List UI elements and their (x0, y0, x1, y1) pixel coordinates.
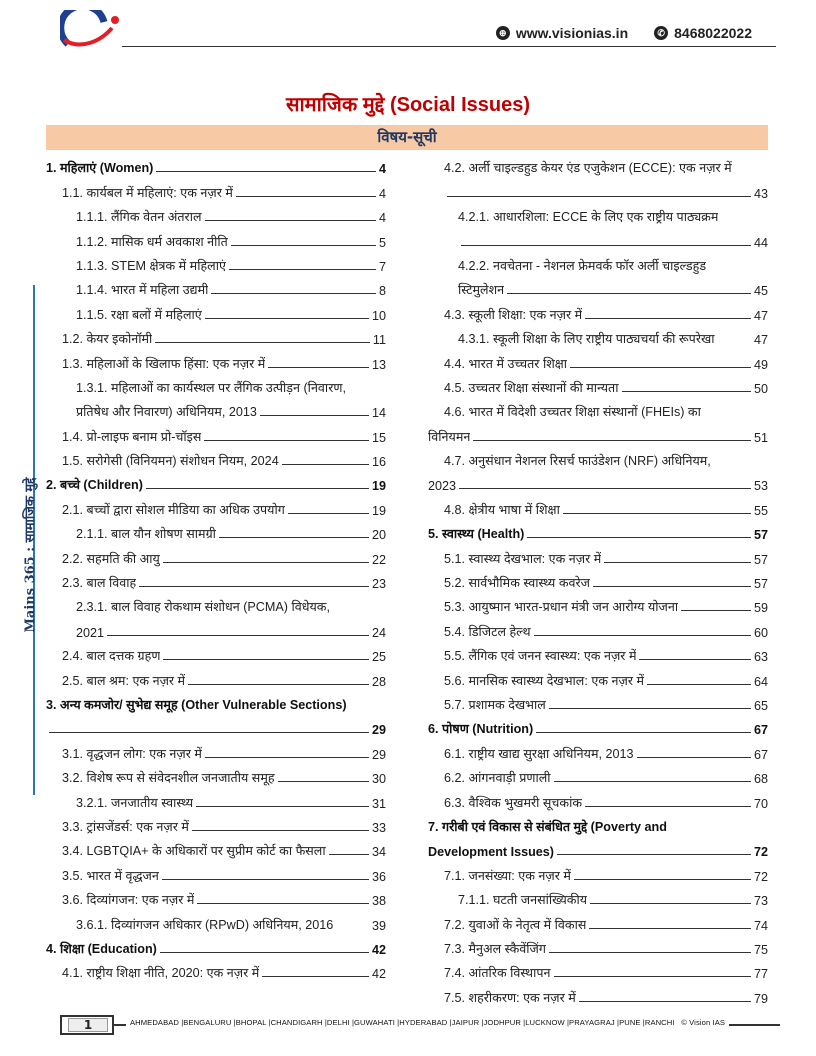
toc-entry-title: 4.2.1. आधारशिला: ECCE के लिए एक राष्ट्रीय पाठ्यक्रम (458, 210, 719, 225)
toc-entry[interactable] (428, 469, 768, 493)
toc-entry[interactable] (428, 786, 768, 810)
toc-entry[interactable] (46, 884, 386, 908)
toc-entry-title: 3.2.1. जनजातीय स्वास्थ्य (76, 795, 194, 810)
toc-page-number: 53 (753, 479, 768, 494)
toc-entry[interactable] (428, 518, 768, 542)
toc-entry[interactable] (428, 591, 768, 615)
toc-entry[interactable] (46, 859, 386, 883)
toc-entry[interactable] (46, 225, 386, 249)
toc-leader-line (197, 903, 369, 904)
toc-entry-title: 5.7. प्रशामक देखभाल (444, 697, 546, 712)
toc-entry[interactable] (46, 567, 386, 591)
toc-entry[interactable] (428, 201, 768, 225)
toc-entry-title: 5. स्वास्थ्य (Health) (428, 527, 525, 542)
toc-page-number: 67 (753, 723, 768, 738)
toc-entry-title: 1.4. प्रो-लाइफ बनाम प्रो-चॉइस (62, 429, 202, 444)
toc-page-number: 57 (753, 528, 768, 543)
toc-entry-title: 3.4. LGBTQIA+ के अधिकारों पर सुप्रीम कोर्ट का फैसला (62, 844, 326, 859)
toc-entry[interactable] (46, 298, 386, 322)
toc-entry-title: 6. पोषण (Nutrition) (428, 722, 534, 737)
toc-leader-line (282, 464, 369, 465)
toc-page-number: 7 (378, 259, 386, 274)
toc-leader-line (146, 488, 369, 489)
toc-entry[interactable] (428, 981, 768, 1005)
toc-entry[interactable] (428, 933, 768, 957)
toc-leader-line (554, 976, 751, 977)
toc-page-number: 29 (371, 723, 386, 738)
toc-entry[interactable] (46, 274, 386, 298)
toc-page-number: 31 (371, 796, 386, 811)
toc-leader-line (637, 757, 751, 758)
toc-entry[interactable] (46, 908, 386, 932)
toc-page-number: 47 (753, 308, 768, 323)
toc-leader-line (585, 318, 751, 319)
toc-entry-title: 2.2. सहमति की आयु (62, 551, 160, 566)
toc-entry-title: 1. महिलाएं (Women) (46, 161, 154, 176)
toc-leader-line (204, 440, 369, 441)
toc-entry-title: 5.6. मानसिक स्वास्थ्य देखभाल: एक नज़र में (444, 673, 644, 688)
toc-entry-title: 3.2. विशेष रूप से संवेदनशील जनजातीय समूह (62, 771, 275, 786)
toc-entry-title: 6.2. आंगनवाड़ी प्रणाली (444, 771, 551, 786)
toc-leader-line (447, 196, 751, 197)
toc-leader-line (549, 952, 751, 953)
toc-entry-title: 3.6.1. दिव्यांगजन अधिकार (RPwD) अधिनियम, 2016 (76, 917, 334, 932)
toc-page-number: 57 (753, 552, 768, 567)
toc-leader-line (156, 171, 376, 172)
toc-entry[interactable] (428, 445, 768, 469)
toc-page-number: 13 (371, 357, 386, 372)
toc-page-number: 50 (753, 381, 768, 396)
toc-entry[interactable] (428, 640, 768, 664)
toc-entry-title: 3.1. वृद्धजन लोग: एक नज़र में (62, 746, 202, 761)
toc-entry[interactable] (428, 274, 768, 298)
toc-entry-title: 1.3.1. महिलाओं का कार्यस्थल पर लैंगिक उत्पीड़न (निवारण, (76, 380, 346, 395)
toc-page-number: 10 (371, 308, 386, 323)
copyright: © Vision IAS (681, 1018, 726, 1027)
toc-leader-line (534, 635, 751, 636)
toc-entry[interactable] (428, 152, 768, 176)
toc-entry-title: 6.3. वैश्विक भुखमरी सूचकांक (444, 795, 583, 810)
toc-leader-line (219, 537, 369, 538)
toc-entry-title: 5.3. आयुष्मान भारत-प्रधान मंत्री जन आरोग्य योजना (444, 600, 679, 615)
toc-leader-line (139, 586, 369, 587)
toc-page-number: 72 (753, 845, 768, 860)
toc-page-number: 59 (753, 601, 768, 616)
toc-entry-title: 1.1.5. रक्षा बलों में महिलाएं (76, 307, 202, 322)
toc-entry[interactable] (428, 176, 768, 200)
toc-leader-line (188, 684, 369, 685)
toc-leader-line (211, 293, 376, 294)
phone-icon: ✆ (654, 26, 668, 40)
toc-entry[interactable] (46, 615, 386, 639)
toc-entry-title: 2.1. बच्चों द्वारा सोशल मीडिया का अधिक उपयोग (62, 502, 285, 517)
toc-entry[interactable] (46, 323, 386, 347)
toc-leader-line (536, 732, 751, 733)
toc-entry-title: 2.3.1. बाल विवाह रोकथाम संशोधन (PCMA) विधेयक, (76, 600, 330, 615)
toc-page-number: 19 (371, 479, 386, 494)
toc-entry[interactable] (428, 567, 768, 591)
toc-page-number: 4 (378, 162, 386, 177)
toc-leader-line (205, 318, 369, 319)
toc-page-number: 68 (753, 772, 768, 787)
toc-page-number: 63 (753, 650, 768, 665)
toc-page-number: 70 (753, 796, 768, 811)
toc-entry-title: 4.2. अर्ली चाइल्डहुड केयर एंड एजुकेशन (ECCE): एक नज़र में (444, 161, 732, 176)
toc-leader-line (557, 854, 751, 855)
toc-leader-line (570, 367, 751, 368)
toc-page-number: 38 (371, 894, 386, 909)
toc-page-number: 47 (753, 333, 768, 348)
toc-leader-line (196, 806, 369, 807)
toc-leader-line (527, 537, 751, 538)
toc-leader-line (554, 781, 751, 782)
page-footer (60, 1013, 780, 1037)
toc-entry[interactable] (46, 811, 386, 835)
toc-entry[interactable] (428, 347, 768, 371)
toc-entry[interactable] (428, 762, 768, 786)
page-header (0, 0, 816, 60)
toc-leader-line (229, 269, 376, 270)
toc-entry[interactable] (46, 689, 386, 713)
toc-page-number: 4 (378, 211, 386, 226)
toc-leader-line (231, 245, 376, 246)
toc-entry[interactable] (428, 737, 768, 761)
toc-leader-line (160, 952, 369, 953)
toc-entry-title: 1.2. केयर इकोनॉमी (62, 332, 153, 347)
toc-entry-title: 4.8. क्षेत्रीय भाषा में शिक्षा (444, 502, 560, 517)
toc-page-number: 57 (753, 577, 768, 592)
toc-page-number: 42 (371, 967, 386, 982)
toc-page-number: 75 (753, 942, 768, 957)
header-rule (122, 46, 776, 47)
toc-entry-title: प्रतिषेध और निवारण) अधिनियम, 2013 (76, 405, 257, 420)
toc-page-number: 79 (753, 991, 768, 1006)
page-number-box (60, 1015, 114, 1035)
toc-entry-title: 7.1.1. घटती जनसांख्यिकीय (458, 893, 588, 908)
toc-leader-line (192, 830, 369, 831)
toc-entry-title: 1.3. महिलाओं के खिलाफ हिंसा: एक नज़र में (62, 356, 266, 371)
toc-entry[interactable] (46, 542, 386, 566)
toc-page-number: 25 (371, 650, 386, 665)
toc-entry[interactable] (428, 884, 768, 908)
toc-leader-line (278, 781, 369, 782)
toc-entry[interactable] (46, 372, 386, 396)
toc-entry[interactable] (46, 591, 386, 615)
toc-entry[interactable] (428, 664, 768, 688)
toc-entry[interactable] (428, 859, 768, 883)
toc-entry-title: 2.3. बाल विवाह (62, 576, 137, 591)
toc-leader-line (107, 635, 369, 636)
toc-entry-title: 3. अन्य कमजोर/ सुभेद्य समूह (Other Vulnerable Sections) (46, 697, 347, 712)
toc-page-number: 34 (371, 845, 386, 860)
toc-entry-title: 4.1. राष्ट्रीय शिक्षा नीति, 2020: एक नज़र में (62, 966, 260, 981)
toc-leader-line (205, 220, 376, 221)
toc-leader-line (647, 684, 751, 685)
toc-left-column (46, 152, 386, 981)
toc-entry[interactable] (46, 737, 386, 761)
toc-entry[interactable] (46, 250, 386, 274)
toc-entry[interactable] (46, 933, 386, 957)
phone-number[interactable]: 8468022022 (674, 25, 752, 41)
toc-entry[interactable] (428, 420, 768, 444)
toc-page-number: 28 (371, 674, 386, 689)
toc-entry[interactable] (428, 542, 768, 566)
toc-entry-title: 2.1.1. बाल यौन शोषण सामग्री (76, 527, 216, 542)
toc-entry[interactable] (46, 445, 386, 469)
toc-entry-title: 4.3.1. स्कूली शिक्षा के लिए राष्ट्रीय पाठ्यचर्या की रूपरेखा (458, 332, 715, 347)
toc-leader-line (622, 391, 751, 392)
toc-page-number: 33 (371, 820, 386, 835)
toc-entry-title: 7.2. युवाओं के नेतृत्व में विकास (444, 917, 587, 932)
toc-entry-title: 5.1. स्वास्थ्य देखभाल: एक नज़र में (444, 551, 602, 566)
toc-leader-line (574, 879, 751, 880)
toc-entry-title: 7.5. शहरीकरण: एक नज़र में (444, 990, 576, 1005)
toc-page-number: 65 (753, 698, 768, 713)
toc-entry[interactable] (428, 372, 768, 396)
toc-page-number: 67 (753, 747, 768, 762)
toc-page-number: 60 (753, 625, 768, 640)
toc-leader-line (163, 659, 369, 660)
toc-leader-line (262, 976, 369, 977)
toc-entry-title: 1.1. कार्यबल में महिलाएं: एक नज़र में (62, 185, 233, 200)
city-list: AHMEDABAD |BENGALURU |BHOPAL |CHANDIGARH |DELHI |GUWAHATI |HYDERABAD |JAIPUR |JODHPUR |LUCKNOW |PRAYAGRAJ |PUNE |RANCHI (130, 1018, 675, 1027)
page-title: सामाजिक मुद्दे (Social Issues) (285, 94, 531, 116)
toc-entry[interactable] (46, 176, 386, 200)
toc-entry-title: 7. गरीबी एवं विकास से संबंधित मुद्दे (Poverty and (428, 819, 667, 834)
toc-entry-title: 2.5. बाल श्रम: एक नज़र में (62, 673, 186, 688)
toc-leader-line (589, 928, 751, 929)
toc-page-number: 42 (371, 942, 386, 957)
toc-page-number: 73 (753, 894, 768, 909)
toc-leader-line (268, 367, 369, 368)
toc-entry-title: 5.4. डिजिटल हेल्थ (444, 624, 531, 639)
toc-page-number: 74 (753, 918, 768, 933)
toc-entry-title: 4.7. अनुसंधान नेशनल रिसर्च फाउंडेशन (NRF) अधिनियम, (444, 454, 711, 469)
toc-heading: विषय-सूची (46, 125, 768, 150)
toc-entry-title: 5.2. सार्वभौमिक स्वास्थ्य कवरेज (444, 576, 591, 591)
toc-leader-line (579, 1001, 751, 1002)
toc-leader-line (260, 415, 369, 416)
toc-entry-title: 2021 (76, 625, 105, 640)
toc-page-number: 23 (371, 577, 386, 592)
toc-leader-line (288, 513, 369, 514)
toc-right-column (428, 152, 768, 1006)
toc-page-number: 39 (371, 918, 386, 933)
toc-entry[interactable] (46, 201, 386, 225)
toc-page-number: 72 (753, 869, 768, 884)
toc-entry-title: 5.5. लैंगिक एवं जनन स्वास्थ्य: एक नज़र में (444, 649, 637, 664)
toc-page-number: 19 (371, 503, 386, 518)
toc-page-number: 16 (371, 455, 386, 470)
toc-entry-title: 4.5. उच्चतर शिक्षा संस्थानों की मान्यता (444, 380, 619, 395)
toc-entry-title: 7.3. मैनुअल स्कैवेंजिंग (444, 941, 546, 956)
toc-page-number: 11 (372, 333, 386, 348)
toc-entry[interactable] (46, 518, 386, 542)
toc-entry-title: Development Issues) (428, 845, 554, 860)
toc-page-number: 77 (753, 967, 768, 982)
toc-page-number: 30 (371, 772, 386, 787)
toc-leader-line (549, 708, 751, 709)
toc-entry-title: 4.3. स्कूली शिक्षा: एक नज़र में (444, 307, 583, 322)
toc-entry[interactable] (46, 835, 386, 859)
toc-page-number: 14 (371, 406, 386, 421)
toc-entry[interactable] (46, 347, 386, 371)
toc-leader-line (329, 854, 369, 855)
toc-entry[interactable] (46, 469, 386, 493)
toc-entry[interactable] (428, 615, 768, 639)
toc-page-number: 22 (371, 552, 386, 567)
toc-entry-title: 4.2.2. नवचेतना - नेशनल फ्रेमवर्क फॉर अर्ली चाइल्डहुड (458, 258, 707, 273)
toc-entry[interactable] (46, 640, 386, 664)
toc-entry[interactable] (428, 908, 768, 932)
toc-entry-title: विनियमन (428, 429, 471, 444)
toc-entry[interactable] (428, 957, 768, 981)
toc-entry[interactable] (46, 762, 386, 786)
toc-leader-line (236, 196, 376, 197)
toc-entry-title: 2.4. बाल दत्तक ग्रहण (62, 649, 161, 664)
toc-entry[interactable] (46, 420, 386, 444)
toc-leader-line (593, 586, 751, 587)
toc-entry[interactable] (428, 835, 768, 859)
toc-entry-title: 4.6. भारत में विदेशी उच्चतर शिक्षा संस्थानों (FHEIs) का (444, 405, 701, 420)
vision-ias-logo (60, 10, 122, 54)
toc-entry[interactable] (428, 225, 768, 249)
toc-leader-line (473, 440, 751, 441)
toc-leader-line (163, 562, 369, 563)
toc-page-number: 15 (371, 430, 386, 445)
toc-entry-title: स्टिमुलेशन (458, 283, 505, 298)
toc-leader-line (604, 562, 751, 563)
toc-page-number: 24 (371, 625, 386, 640)
toc-entry-title: 4.4. भारत में उच्चतर शिक्षा (444, 356, 568, 371)
toc-leader-line (563, 513, 751, 514)
toc-leader-line (681, 610, 751, 611)
toc-leader-line (590, 903, 751, 904)
toc-entry[interactable] (428, 396, 768, 420)
toc-page-number: 44 (753, 235, 768, 250)
toc-page-number: 49 (753, 357, 768, 372)
toc-page-number: 45 (753, 284, 768, 299)
toc-page-number: 36 (371, 869, 386, 884)
globe-icon: ⊕ (496, 26, 510, 40)
toc-entry[interactable] (428, 250, 768, 274)
toc-entry-title: 7.1. जनसंख्या: एक नज़र में (444, 868, 571, 883)
toc-leader-line (461, 245, 751, 246)
toc-page-number: 5 (378, 235, 386, 250)
toc-entry-title: 6.1. राष्ट्रीय खाद्य सुरक्षा अधिनियम, 2013 (444, 746, 634, 761)
toc-leader-line (639, 659, 751, 660)
toc-entry[interactable] (46, 396, 386, 420)
footer-cities (126, 1018, 729, 1027)
toc-entry-title: 1.1.4. भारत में महिला उद्यमी (76, 283, 209, 298)
toc-entry-title: 1.5. सरोगेसी (विनियमन) संशोधन नियम, 2024 (62, 454, 279, 469)
toc-entry-title: 1.1.3. STEM क्षेत्रक में महिलाएं (76, 258, 226, 273)
toc-entry[interactable] (428, 713, 768, 737)
toc-entry-title: 1.1.2. मासिक धर्म अवकाश नीति (76, 234, 228, 249)
toc-page-number: 29 (371, 747, 386, 762)
toc-entry-title: 7.4. आंतरिक विस्थापन (444, 966, 551, 981)
toc-entry[interactable] (428, 811, 768, 835)
toc-leader-line (205, 757, 369, 758)
toc-entry-title: 1.1.1. लैंगिक वेतन अंतराल (76, 210, 202, 225)
toc-entry-title: 2023 (428, 479, 457, 494)
toc-entry[interactable] (46, 493, 386, 517)
toc-entry[interactable] (46, 152, 386, 176)
side-label: Mains 365 : सामाजिक मुद्दे (23, 477, 38, 633)
toc-leader-line (585, 806, 751, 807)
toc-page-number: 51 (753, 430, 768, 445)
toc-entry[interactable] (428, 298, 768, 322)
toc-leader-line (155, 342, 370, 343)
toc-entry-title: 3.6. दिव्यांगजन: एक नज़र में (62, 893, 195, 908)
toc-page-number: 20 (371, 528, 386, 543)
toc-entry-title: 4. शिक्षा (Education) (46, 941, 157, 956)
toc-page-number: 64 (753, 674, 768, 689)
toc-page-number: 8 (378, 284, 386, 299)
toc-entry[interactable] (46, 713, 386, 737)
toc-entry[interactable] (46, 786, 386, 810)
toc-page-number: 4 (378, 186, 386, 201)
toc-page-number: 55 (753, 503, 768, 518)
toc-leader-line (49, 732, 369, 733)
toc-entry-title: 3.3. ट्रांसजेंडर्स: एक नज़र में (62, 819, 189, 834)
toc-entry[interactable] (46, 664, 386, 688)
contact-bar (496, 25, 752, 41)
page-number: 1 (68, 1018, 108, 1032)
toc-entry[interactable] (46, 957, 386, 981)
website-link[interactable]: www.visionias.in (515, 25, 629, 41)
toc-leader-line (162, 879, 369, 880)
toc-entry-title: 3.5. भारत में वृद्धजन (62, 868, 159, 883)
toc-entry[interactable] (428, 493, 768, 517)
toc-page-number: 43 (753, 186, 768, 201)
toc-entry[interactable] (428, 323, 768, 347)
toc-leader-line (459, 488, 751, 489)
toc-leader-line (507, 293, 751, 294)
toc-entry[interactable] (428, 689, 768, 713)
toc-entry-title: 2. बच्चे (Children) (46, 478, 143, 493)
